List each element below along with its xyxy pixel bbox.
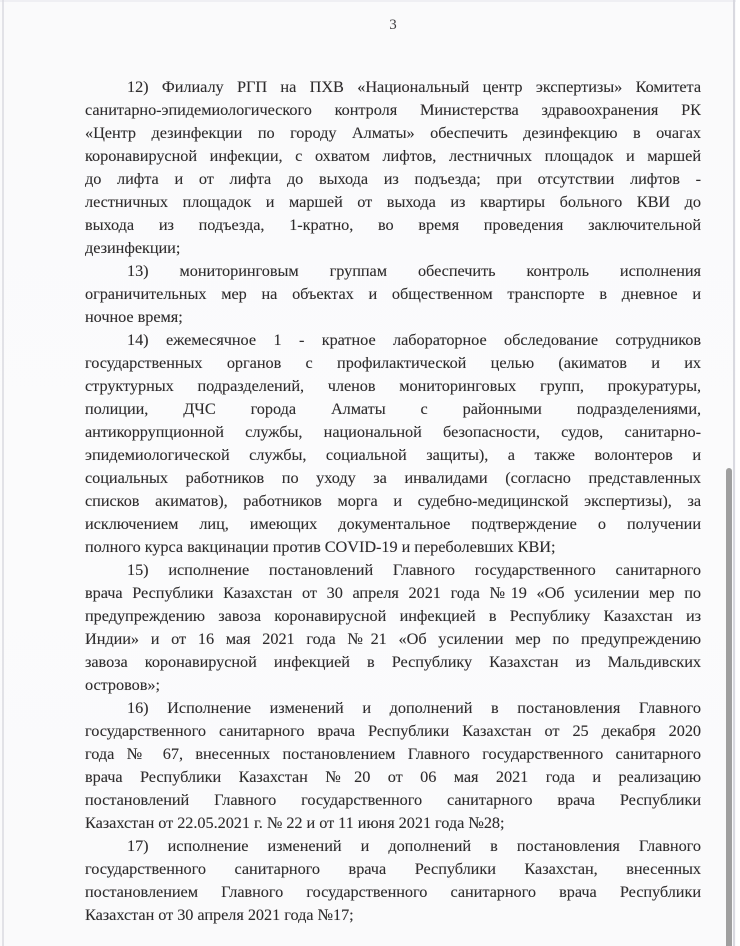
text-line: завоза коронавирусной инфекцией в Республику Казахстан из Мальдивских: [85, 652, 701, 671]
text-line: постановлением Главного государственного санитарного врача Республики: [85, 882, 701, 901]
paragraph-12: [85, 75, 701, 259]
text-line: до лифта и от лифта до выхода из подъезда; при отсутствии лифтов -: [85, 169, 701, 188]
text-line: государственного санитарного врача Республики Казахстан, внесенных: [85, 859, 701, 878]
text-line: полиции, ДЧС города Алматы с районными подразделениями,: [85, 399, 701, 418]
document-body: [85, 75, 701, 926]
text-line: 14) ежемесячное 1 - кратное лабораторное обследование сотрудников: [127, 330, 701, 349]
text-line: коронавирусной инфекции, с охватом лифтов, лестничных площадок и маршей: [85, 146, 701, 165]
paragraph-17: [85, 834, 701, 926]
text-line: ограничительных мер на объектах и общественном транспорте в дневное и: [85, 284, 701, 303]
scrollbar-thumb[interactable]: [726, 468, 732, 946]
text-line: островов»;: [85, 675, 160, 694]
text-line: антикоррупционной службы, национальной безопасности, судов, санитарно-: [85, 422, 701, 441]
text-line: «Центр дезинфекции по городу Алматы» обеспечить дезинфекцию в очагах: [85, 123, 701, 142]
text-line: дезинфекции;: [85, 238, 181, 257]
text-line: государственного санитарного врача Республики Казахстан от 25 декабря 2020: [85, 721, 701, 740]
paragraph-14: [85, 328, 701, 558]
text-line: 16) Исполнение изменений и дополнений в постановления Главного: [127, 698, 701, 717]
page-left-edge: [2, 0, 4, 946]
text-line: социальных работников по уходу за инвалидами (согласно представленных: [85, 468, 701, 487]
text-line: Казахстан от 30 апреля 2021 года №17;: [85, 905, 354, 924]
text-line: исключением лиц, имеющих документальное подтверждение о получении: [85, 514, 701, 533]
text-line: предупреждению завоза коронавирусной инфекцией в Республику Казахстан из: [85, 606, 701, 625]
text-line: структурных подразделений, членов мониторинговых групп, прокуратуры,: [85, 376, 701, 395]
text-line: 12) Филиалу РГП на ПХВ «Национальный центр экспертизы» Комитета: [127, 77, 701, 96]
text-line: государственных органов с профилактической целью (акиматов и их: [85, 353, 701, 372]
paragraph-15: [85, 558, 701, 696]
text-line: Индии» и от 16 мая 2021 года №21 «Об усилении мер по предупреждению: [85, 629, 701, 648]
paragraph-16: [85, 696, 701, 834]
text-line: Казахстан от 22.05.2021 г. № 22 и от 11 июня 2021 года №28;: [85, 813, 505, 832]
text-line: врача Республики Казахстан от 30 апреля 2021 года №19 «Об усилении мер по: [85, 583, 701, 602]
text-line: 17) исполнение изменений и дополнений в постановления Главного: [127, 836, 701, 855]
text-line: лестничных площадок и маршей от выхода из квартиры больного КВИ до: [85, 192, 701, 211]
text-line: года № 67, внесенных постановлением Главного государственного санитарного: [85, 744, 701, 763]
page-right-edge: [733, 0, 735, 946]
text-line: ночное время;: [85, 307, 183, 326]
text-line: списков акиматов), работников морга и судебно-медицинской экспертизы), за: [85, 491, 701, 510]
text-line: постановлений Главного государственного санитарного врача Республики: [85, 790, 701, 809]
text-line: полного курса вакцинации против COVID-19 и переболевших КВИ;: [85, 537, 556, 556]
text-line: 15) исполнение постановлений Главного государственного санитарного: [127, 560, 701, 579]
text-line: врача Республики Казахстан №20 от 06 мая 2021 года и реализацию: [85, 767, 701, 786]
text-line: выхода из подъезда, 1-кратно, во время проведения заключительной: [85, 215, 701, 234]
text-line: эпидемиологической службы, социальной защиты), а также волонтеров и: [85, 445, 701, 464]
page-number: 3: [389, 17, 397, 33]
text-line: санитарно-эпидемиологического контроля Министерства здравоохранения РК: [85, 100, 701, 119]
paragraph-13: [85, 259, 701, 328]
text-line: 13) мониторинговым группам обеспечить контроль исполнения: [127, 261, 701, 280]
